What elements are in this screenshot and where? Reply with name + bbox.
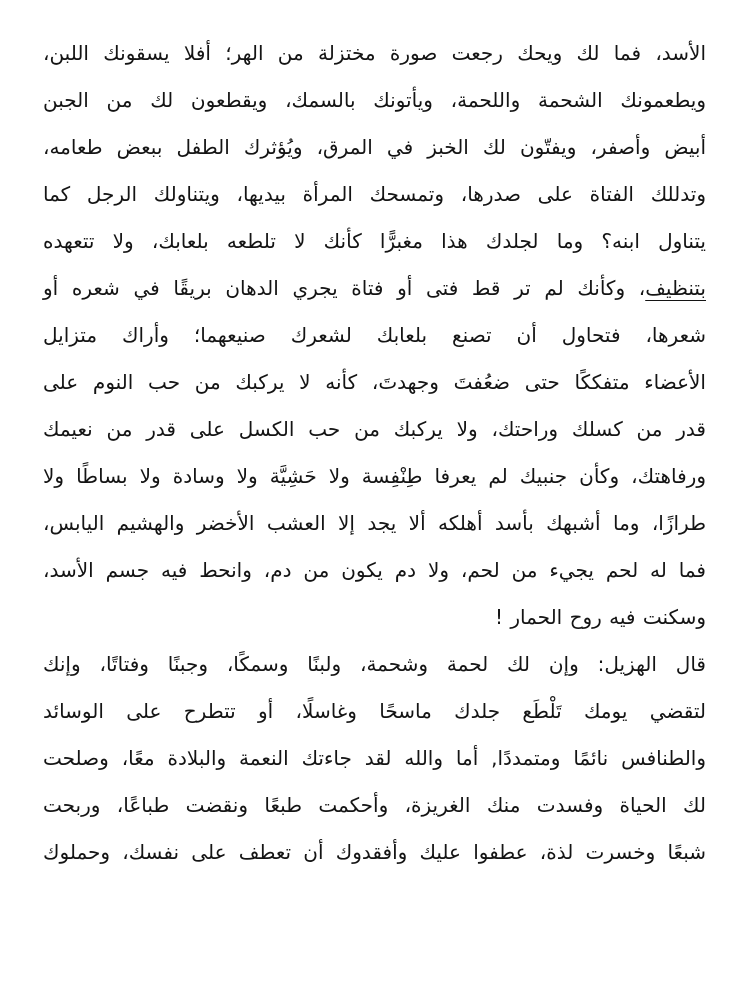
text-line-rest: ، وكأنك لم تر قط فتى أو فتاة يجري الدهان بريقًا في شعره أو — [43, 276, 646, 300]
text-line: وسكنت فيه روح الحمار ! — [494, 605, 706, 629]
text-line: لتقضي يومك تَلْطَع جلدك ماسحًا وغاسلًا، أو تتطرح على الوسائد — [43, 699, 706, 723]
text-line: الأعضاء متفككًا حتى ضعُفتَ وجهدتَ، كأنه لا يركبك من حب النوم على — [43, 370, 706, 394]
text-line: شعرها، فتحاول أن تصنع بلعابك لشعرك صنيعهما؛ وأراك متزايل — [43, 323, 706, 347]
text-line: يتناول ابنه؟ وما لجلدك هذا مغبرًّا كأنك لا تلطعه بلعابك، ولا تتعهده — [43, 229, 706, 253]
text-line: ورفاهتك، وكأن جنبيك لم يعرفا طِنْفِسة ولا حَشِيَّة ولا وسادة ولا بساطًا ولا — [43, 464, 706, 488]
text-line: وتدللك الفتاة على صدرها، وتمسحك المرأة بيديها، ويتناولك الرجل كما — [43, 182, 706, 206]
paragraph-2 — [43, 641, 706, 876]
paragraph-1 — [43, 30, 706, 641]
text-line: ويطعمونك الشحمة واللحمة، ويأتونك بالسمك، ويقطعون لك من الجبن — [43, 88, 706, 112]
text-line: أبيض وأصفر، ويفتّون لك الخبز في المرق، ويُؤثرك الطفل ببعض طعامه، — [43, 135, 706, 159]
text-line: قال الهزيل: وإن لك لحمة وشحمة، ولبنًا وسمكًا، وجبنًا وفتاتًا، وإنك — [43, 652, 706, 676]
text-line: والطنافس نائمًا ومتمددًا, أما والله لقد جاءتك النعمة والبلادة معًا، وصلحت — [43, 746, 706, 770]
text-line: فما له لحم يجيء من لحم، ولا دم يكون من دم، وانحط فيه جسم الأسد، — [43, 558, 706, 582]
text-line — [43, 265, 706, 312]
text-line: الأسد، فما لك ويحك رجعت صورة مختزلة من الهر؛ أفلا يسقونك اللبن، — [43, 41, 706, 65]
text-line: شبعًا وخسرت لذة، عطفوا عليك وأفقدوك أن تعطف على نفسك، وحملوك — [43, 840, 706, 864]
text-line: قدر من كسلك وراحتك، ولا يركبك من حب الكسل على قدر من نعيمك — [43, 417, 706, 441]
text-line: لك الحياة وفسدت منك الغريزة، وأحكمت طبعًا ونقضت طباعًا، وربحت — [43, 793, 706, 817]
underlined-word: بتنظيف — [645, 276, 706, 300]
text-line: طرازًا، وما أشبهك بأسد أهلكه ألا يجد إلا العشب الأخضر والهشيم اليابس، — [43, 511, 706, 535]
text-block — [43, 30, 706, 876]
